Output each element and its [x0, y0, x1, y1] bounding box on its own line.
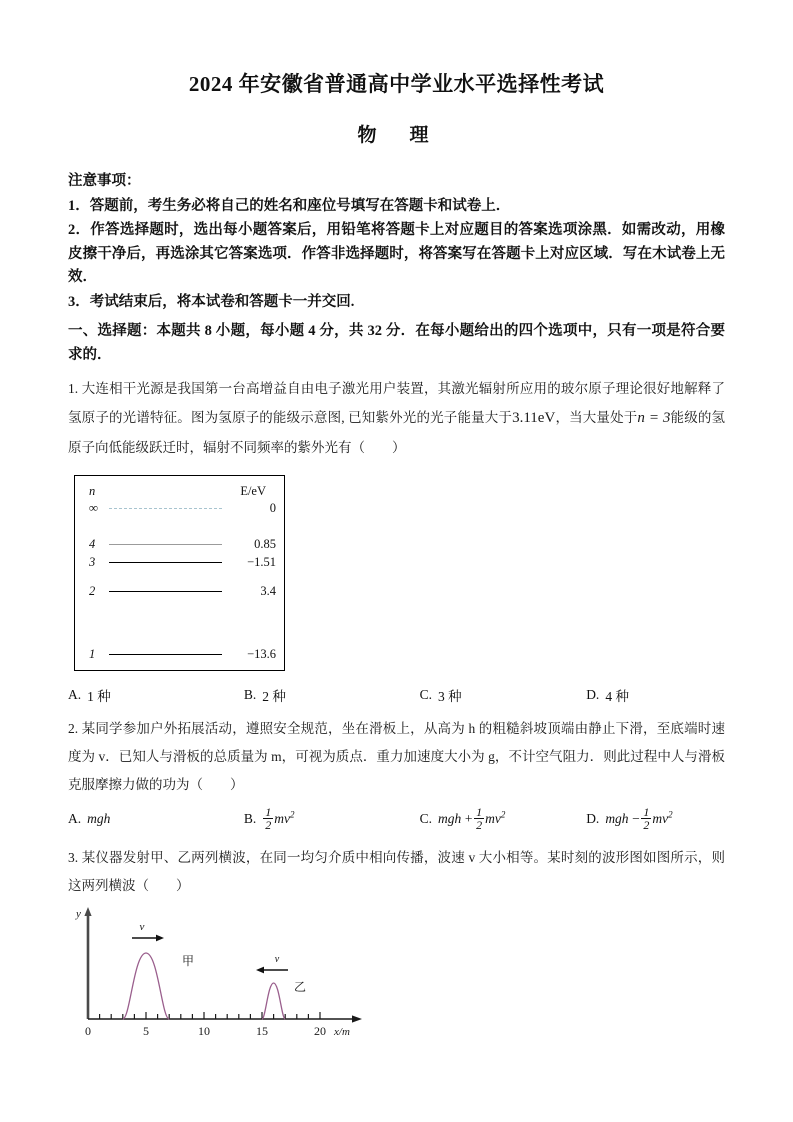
question-1-text: [68, 375, 725, 461]
wave-pulse-jia: [123, 953, 169, 1019]
option-label: B.: [243, 811, 257, 827]
y-axis-label: y: [76, 908, 81, 921]
energy-level-n-label: 3: [89, 555, 96, 570]
question-1-options: [68, 685, 725, 705]
option-value: 4 种: [605, 689, 629, 705]
option-label: C.: [419, 811, 433, 827]
notice-block: [68, 169, 725, 314]
option-value: 2 种: [262, 689, 286, 705]
energy-level-3: [75, 554, 284, 570]
velocity-arrow-jia: [132, 921, 164, 941]
wave-pulse-yi: [262, 983, 285, 1019]
question-1-math-1: 3.11eV: [512, 410, 556, 427]
notice-heading: 注意事项：: [68, 173, 141, 189]
option-expression: $\frac{1}{2}$ $mv^2$: [265, 804, 295, 832]
question-1-math-2: n = 3: [637, 410, 671, 427]
option-expression: mgh + $\frac{1}{2}$ $mv^2$: [438, 804, 506, 832]
wave-label-yi: 乙: [294, 980, 307, 995]
x-axis-tick-labels: [85, 1024, 326, 1038]
question-2-text: 2. 某同学参加户外拓展活动，遵照安全规范，坐在滑板上，从高为 h 的粗糙斜坡顶端由静止下滑，至底端时速度为 v．已知人与滑板的总质量为 m，可视为质点．重力加速度大小为 g，不计空气阻力．则此过程中人与滑板克服摩擦力做的功为（ ）: [68, 721, 725, 792]
option-value: 3 种: [438, 689, 462, 705]
question-1-part1: 1. 大连相干光源是我国第一台高增益自由电子激光用户装置，其激光辐射所应用的玻尔原子理论很好地解释了氢原子的光谱特征。图为氢原子的能级示意图, 已知紫外光的光子能量大于: [68, 381, 725, 426]
energy-level-infinity: [75, 500, 284, 516]
energy-level-1: [75, 646, 284, 662]
energy-level-2: [75, 583, 284, 599]
energy-level-value: 0.85: [254, 537, 276, 552]
option-expression: mgh: [87, 811, 111, 827]
option-expression: mgh − $\frac{1}{2}$ $mv^2$: [605, 804, 673, 832]
energy-level-line: [109, 508, 222, 509]
question-2-option-d[interactable]: [586, 804, 725, 832]
svg-text:0: 0: [85, 1024, 91, 1039]
question-2-option-c[interactable]: [419, 804, 587, 832]
question-3-text: 3. 某仪器发射甲、乙两列横波，在同一均匀介质中相向传播，波速 v 大小相等。某时刻的波形图如图所示，则这两列横波（ ）: [68, 849, 725, 893]
energy-level-n-label: ∞: [89, 501, 98, 516]
energy-level-diagram: [74, 475, 285, 671]
question-2-option-a[interactable]: [68, 811, 244, 827]
svg-text:5: 5: [143, 1024, 149, 1039]
velocity-label-yi: v: [274, 954, 280, 966]
energy-header-e: E/eV: [240, 484, 266, 499]
option-label: A.: [68, 687, 82, 703]
option-label: B.: [243, 687, 257, 703]
energy-level-n-label: 1: [89, 647, 96, 662]
notice-item-3: 3．考试结束后，将本试卷和答题卡一并交回.: [68, 293, 355, 310]
energy-level-value: −13.6: [247, 647, 276, 662]
x-axis-label: x/m: [334, 1026, 350, 1039]
option-label: C.: [419, 687, 433, 703]
page-title: 2024 年安徽省普通高中学业水平选择性考试: [188, 72, 605, 96]
energy-header-n: n: [89, 484, 96, 499]
energy-level-line: [109, 562, 222, 563]
velocity-arrow-yi: [256, 954, 288, 973]
wave-form-diagram: [66, 907, 376, 1047]
question-1-part2: ，当大量处于: [555, 410, 638, 426]
question-1-option-a[interactable]: [68, 685, 244, 705]
wave-label-jia: 甲: [182, 954, 195, 969]
question-1-option-c[interactable]: [420, 685, 587, 705]
svg-text:20: 20: [314, 1024, 326, 1039]
option-label: A.: [68, 811, 82, 827]
energy-level-n-label: 2: [89, 584, 96, 599]
notice-item-1: 1．答题前，考生务必将自己的姓名和座位号填写在答题卡和试卷上．: [68, 198, 511, 214]
option-value: 1 种: [87, 689, 111, 705]
question-2-options: [68, 804, 725, 832]
svg-text:15: 15: [256, 1024, 268, 1039]
question-1-option-d[interactable]: [586, 685, 725, 705]
energy-level-n-label: 4: [89, 537, 96, 552]
section-heading: 一、选择题：本题共 8 小题，每小题 4 分，共 32 分．在每小题给出的四个选项中，只有一项是符合要求的．: [68, 323, 725, 363]
wave-chart-svg: [66, 907, 376, 1047]
option-label: D.: [586, 811, 600, 827]
notice-item-2: 2．作答选择题时，选出每小题答案后，用铅笔将答题卡上对应题目的答案选项涂黑．如需改动，用橡皮擦干净后，再选涂其它答案选项．作答非选择题时，将答案写在答题卡上对应区域．写在木试卷上无效．: [68, 222, 725, 286]
subject-title: 物 理: [357, 125, 436, 146]
y-axis-arrowhead: [84, 907, 91, 916]
energy-level-line: [109, 654, 222, 655]
energy-level-value: 3.4: [260, 584, 276, 599]
energy-level-value: 0: [269, 501, 276, 516]
x-axis-ticks: [100, 1012, 320, 1019]
question-1-option-b[interactable]: [244, 685, 420, 705]
energy-level-line: [109, 591, 222, 592]
question-1-part3: 能级的氢原子向低能级跃迁时，辐射不同频率的紫外光有（ ）: [68, 410, 726, 455]
svg-text:10: 10: [198, 1024, 210, 1039]
x-axis-arrowhead: [352, 1016, 362, 1023]
option-label: D.: [586, 687, 600, 703]
energy-level-4: [75, 536, 284, 552]
energy-level-line: [109, 544, 222, 545]
energy-level-value: −1.51: [247, 555, 276, 570]
question-2-option-b[interactable]: [243, 804, 420, 832]
velocity-label-jia: v: [139, 921, 145, 934]
